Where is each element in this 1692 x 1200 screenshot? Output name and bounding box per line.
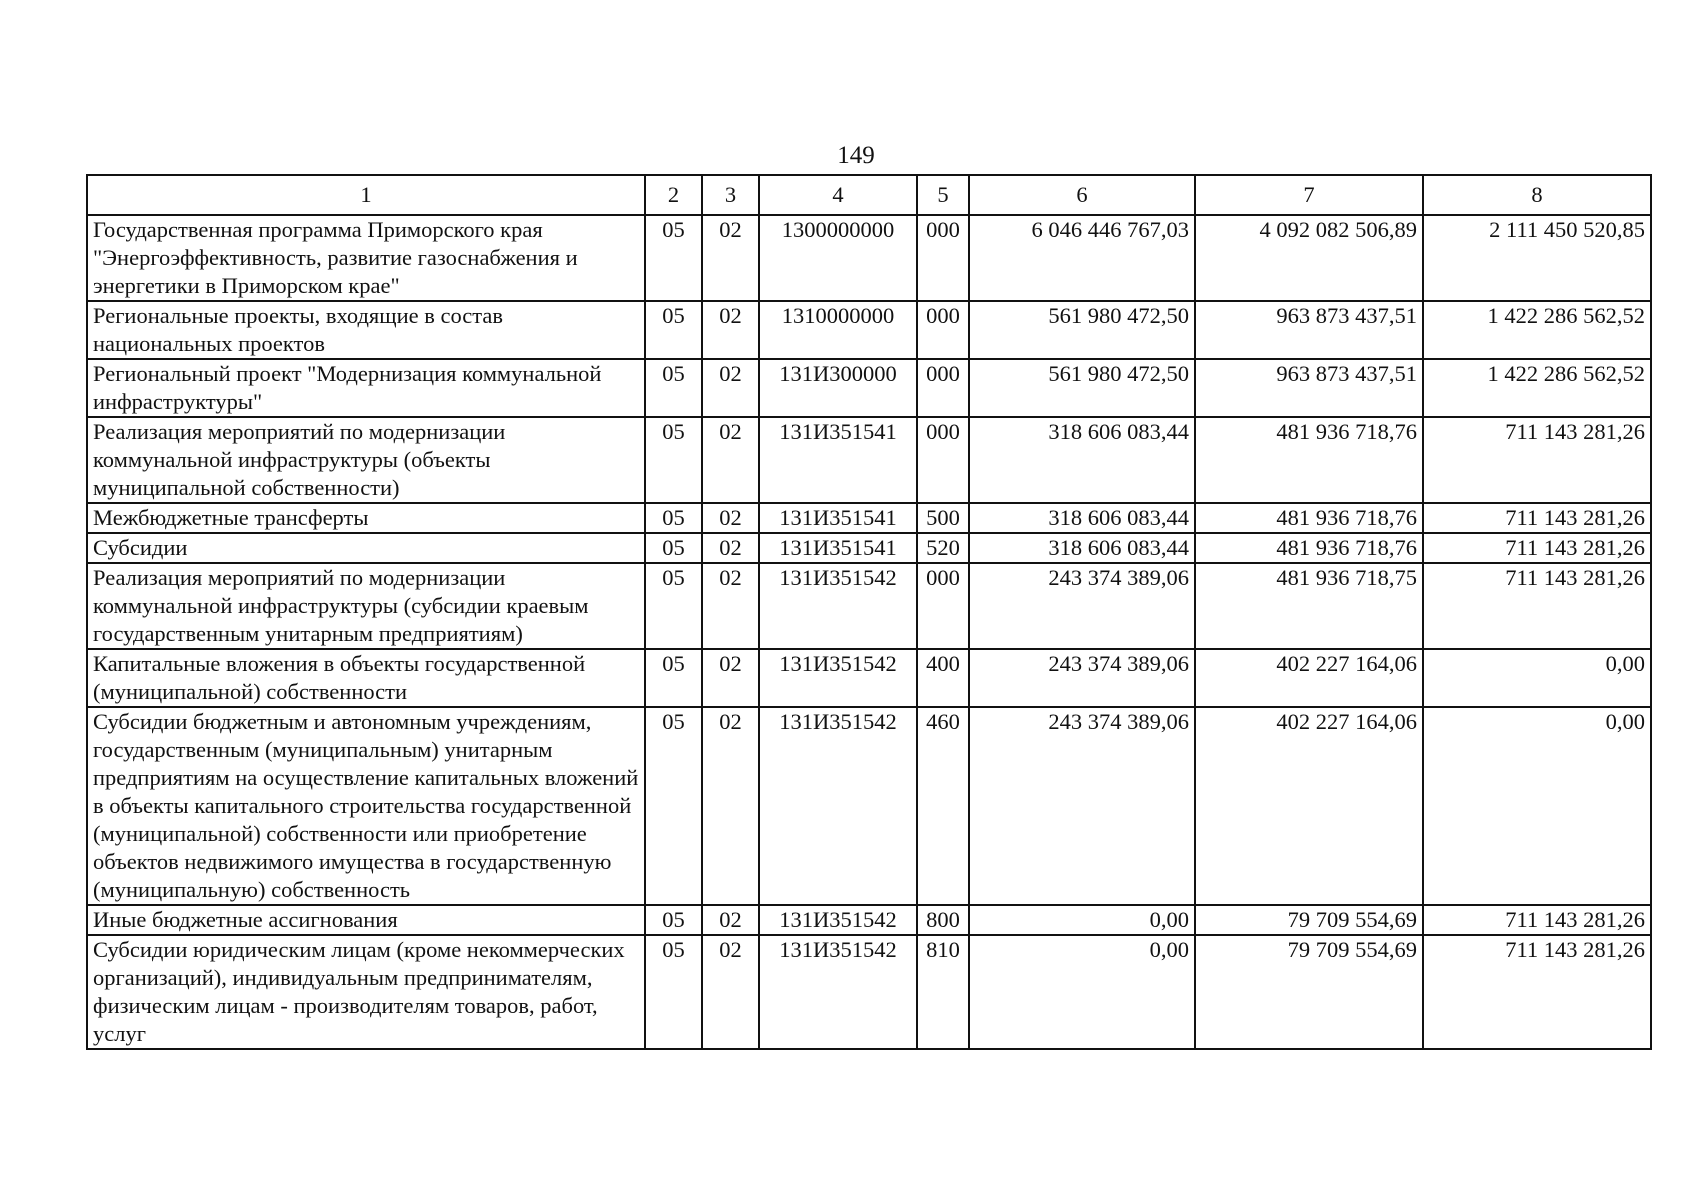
table-row [87,359,1651,417]
row-target-code: 1310000000 [759,301,917,359]
table-row [87,533,1651,563]
header-row [87,175,1651,215]
row-sum-col8: 711 143 281,26 [1423,935,1651,1049]
row-expense-type: 520 [917,533,969,563]
column-header: 8 [1423,175,1651,215]
row-sum-col8: 2 111 450 520,85 [1423,215,1651,301]
row-sum-col7: 963 873 437,51 [1195,301,1423,359]
row-name: Субсидии [87,533,645,563]
row-section: 05 [645,301,702,359]
row-sum-col6: 318 606 083,44 [969,533,1195,563]
row-sum-col7: 402 227 164,06 [1195,707,1423,905]
row-expense-type: 800 [917,905,969,935]
row-subsection: 02 [702,707,759,905]
row-sum-col6: 6 046 446 767,03 [969,215,1195,301]
column-header: 2 [645,175,702,215]
page-number: 149 [837,142,875,169]
row-sum-col6: 561 980 472,50 [969,301,1195,359]
row-section: 05 [645,359,702,417]
row-expense-type: 000 [917,301,969,359]
row-sum-col8: 1 422 286 562,52 [1423,301,1651,359]
table-row [87,935,1651,1049]
row-sum-col7: 481 936 718,75 [1195,563,1423,649]
row-section: 05 [645,215,702,301]
row-name: Региональный проект "Модернизация коммунальной инфраструктуры" [87,359,645,417]
row-section: 05 [645,563,702,649]
row-name: Капитальные вложения в объекты государственной (муниципальной) собственности [87,649,645,707]
row-name: Региональные проекты, входящие в состав национальных проектов [87,301,645,359]
row-sum-col6: 561 980 472,50 [969,359,1195,417]
row-sum-col7: 481 936 718,76 [1195,503,1423,533]
table-row [87,649,1651,707]
row-sum-col6: 243 374 389,06 [969,649,1195,707]
row-section: 05 [645,503,702,533]
row-subsection: 02 [702,359,759,417]
row-sum-col6: 243 374 389,06 [969,563,1195,649]
row-expense-type: 400 [917,649,969,707]
row-target-code: 131И351541 [759,533,917,563]
row-expense-type: 000 [917,215,969,301]
row-section: 05 [645,905,702,935]
row-target-code: 131И351541 [759,417,917,503]
row-expense-type: 000 [917,359,969,417]
row-sum-col8: 711 143 281,26 [1423,503,1651,533]
row-sum-col6: 243 374 389,06 [969,707,1195,905]
row-target-code: 131И351541 [759,503,917,533]
row-subsection: 02 [702,649,759,707]
row-name: Иные бюджетные ассигнования [87,905,645,935]
row-sum-col7: 79 709 554,69 [1195,935,1423,1049]
row-name: Государственная программа Приморского края "Энергоэффективность, развитие газоснабжения и энергетики в Приморском крае" [87,215,645,301]
column-header: 4 [759,175,917,215]
table-row [87,215,1651,301]
column-header: 3 [702,175,759,215]
row-sum-col8: 0,00 [1423,649,1651,707]
row-subsection: 02 [702,215,759,301]
row-name: Реализация мероприятий по модернизации коммунальной инфраструктуры (субсидии краевым государственным унитарным предприятиям) [87,563,645,649]
table-row [87,905,1651,935]
row-subsection: 02 [702,503,759,533]
row-sum-col7: 481 936 718,76 [1195,417,1423,503]
column-header: 5 [917,175,969,215]
row-section: 05 [645,707,702,905]
row-sum-col8: 711 143 281,26 [1423,417,1651,503]
column-header: 7 [1195,175,1423,215]
row-expense-type: 500 [917,503,969,533]
row-name: Реализация мероприятий по модернизации коммунальной инфраструктуры (объекты муниципальной собственности) [87,417,645,503]
budget-table [86,174,1652,1050]
table-row [87,503,1651,533]
row-sum-col6: 318 606 083,44 [969,503,1195,533]
row-sum-col7: 481 936 718,76 [1195,533,1423,563]
row-section: 05 [645,417,702,503]
row-sum-col6: 318 606 083,44 [969,417,1195,503]
row-subsection: 02 [702,905,759,935]
row-sum-col7: 402 227 164,06 [1195,649,1423,707]
row-sum-col6: 0,00 [969,905,1195,935]
row-subsection: 02 [702,533,759,563]
row-sum-col7: 963 873 437,51 [1195,359,1423,417]
row-section: 05 [645,649,702,707]
row-name: Субсидии бюджетным и автономным учреждениям, государственным (муниципальным) унитарным предприятиям на осуществление капитальных вложений в объекты капитального строительства государственной (муниципальной) собственности или приобретение объектов недвижимого имущества в государственную (муниципальную) собственность [87,707,645,905]
table-row [87,301,1651,359]
column-header: 6 [969,175,1195,215]
row-sum-col8: 1 422 286 562,52 [1423,359,1651,417]
row-subsection: 02 [702,417,759,503]
row-section: 05 [645,533,702,563]
row-sum-col8: 711 143 281,26 [1423,533,1651,563]
row-subsection: 02 [702,935,759,1049]
row-sum-col7: 79 709 554,69 [1195,905,1423,935]
row-target-code: 131И300000 [759,359,917,417]
row-expense-type: 000 [917,417,969,503]
row-target-code: 131И351542 [759,563,917,649]
row-target-code: 131И351542 [759,935,917,1049]
row-subsection: 02 [702,301,759,359]
column-header: 1 [87,175,645,215]
row-target-code: 131И351542 [759,905,917,935]
row-sum-col8: 0,00 [1423,707,1651,905]
table-header [87,175,1651,215]
row-target-code: 1300000000 [759,215,917,301]
row-expense-type: 460 [917,707,969,905]
row-name: Субсидии юридическим лицам (кроме некоммерческих организаций), индивидуальным предпринимателям, физическим лицам - производителям товаров, работ, услуг [87,935,645,1049]
row-name: Межбюджетные трансферты [87,503,645,533]
row-target-code: 131И351542 [759,707,917,905]
row-expense-type: 810 [917,935,969,1049]
table-body [87,215,1651,1049]
table-row [87,707,1651,905]
row-section: 05 [645,935,702,1049]
row-target-code: 131И351542 [759,649,917,707]
row-sum-col8: 711 143 281,26 [1423,563,1651,649]
row-sum-col6: 0,00 [969,935,1195,1049]
row-subsection: 02 [702,563,759,649]
table-row [87,563,1651,649]
row-sum-col8: 711 143 281,26 [1423,905,1651,935]
row-expense-type: 000 [917,563,969,649]
table-row [87,417,1651,503]
row-sum-col7: 4 092 082 506,89 [1195,215,1423,301]
